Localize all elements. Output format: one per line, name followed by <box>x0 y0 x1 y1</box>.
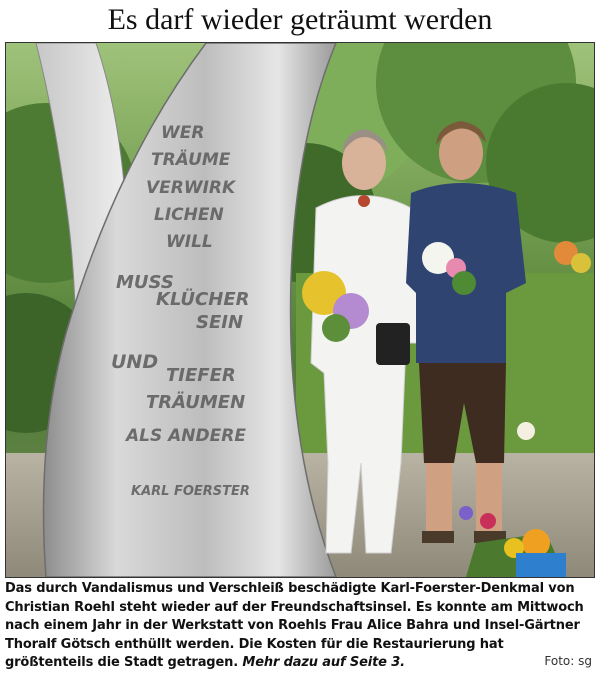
inscription-line: LICHEN <box>154 205 224 225</box>
inscription-line: WER <box>161 123 205 143</box>
inscription-line: WILL <box>166 232 213 252</box>
news-photo <box>5 42 595 578</box>
photo-credit: Foto: sg <box>544 654 592 668</box>
photo-illustration <box>6 43 594 577</box>
inscription-line: KLÜCHER <box>156 289 250 310</box>
inscription-line: TRÄUME <box>151 150 231 170</box>
inscription-line: TIEFER <box>166 365 236 386</box>
caption-text: Das durch Vandalismus und Verschleiß beschädigte Karl-Foerster-Denkmal von Christian Roehl steht wieder auf der Freundschaftsinsel. Es konnte am Mittwoch nach einem Jahr in der Werkstatt von Roehls Frau Alice Bahra und Insel-Gärtner Thoralf Götsch enthüllt werden. Die Kosten für die Restaurierung hat größtenteils die Stadt getragen. <box>5 581 584 670</box>
caption-more-link-text: Mehr dazu auf Seite 3. <box>242 655 405 670</box>
inscription-line: KARL FOERSTER <box>131 484 250 499</box>
inscription-line: UND <box>111 351 159 373</box>
inscription-line: ALS ANDERE <box>126 426 246 446</box>
photo-caption <box>5 580 593 673</box>
inscription-line: VERWIRK <box>146 178 236 198</box>
headline: Es darf wieder geträumt werden <box>107 3 493 36</box>
inscription-line: TRÄUMEN <box>146 392 246 413</box>
inscription-line: SEIN <box>196 312 244 333</box>
inscription-line: MUSS <box>116 272 174 293</box>
